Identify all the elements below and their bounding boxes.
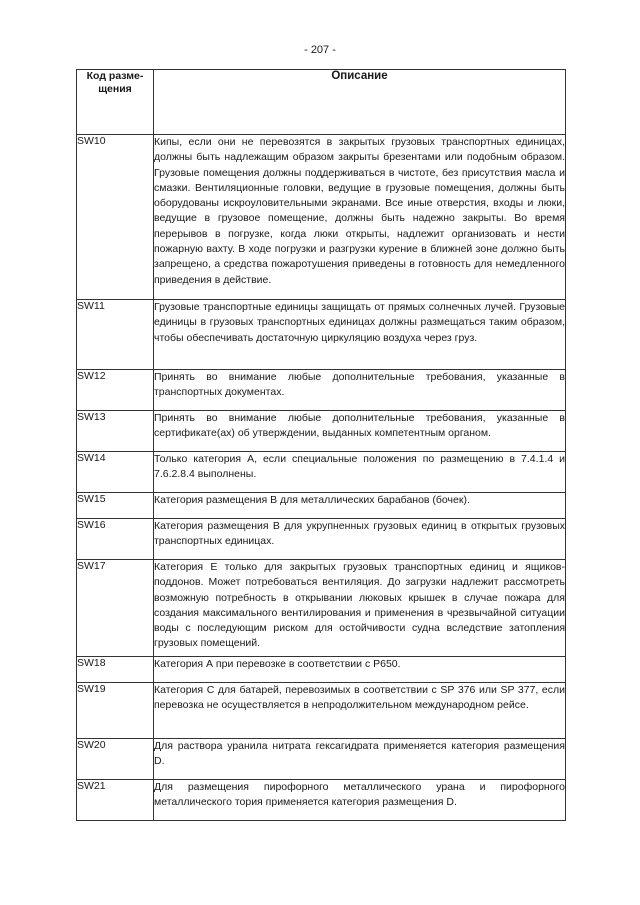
table-row [77,300,566,370]
header-code-label: Код разме- щения [86,70,144,95]
table-row [77,683,566,739]
row-description: Категория размещения В для металлических барабанов (бочек). [154,493,566,519]
row-code: SW12 [77,370,154,411]
row-code: SW10 [77,135,154,300]
table-row [77,657,566,683]
table-row [77,370,566,411]
row-description: Грузовые транспортные единицы защищать от прямых солнечных лучей. Грузовые единицы в грузовых транспортных единицах должны размещаться таким образом, чтобы обеспечивать достаточную циркуляцию воздуха через груз. [154,300,566,370]
table-row [77,135,566,300]
row-code: SW18 [77,657,154,683]
stowage-codes-table [76,69,566,821]
row-code: SW11 [77,300,154,370]
row-description: Только категория А, если специальные положения по размещению в 7.4.1.4 и 7.6.2.8.4 выполнены. [154,452,566,493]
row-description: Для раствора уранила нитрата гексагидрата применяется категория размещения D. [154,739,566,780]
table-row [77,739,566,780]
table-header-row [77,70,566,135]
table-row [77,780,566,821]
table-row [77,452,566,493]
table-row [77,560,566,657]
row-code: SW19 [77,683,154,739]
table-row [77,519,566,560]
table-row [77,411,566,452]
row-code: SW21 [77,780,154,821]
row-description: Категория Е только для закрытых грузовых транспортных единиц и ящиков-поддонов. Может потребоваться вентиляция. До загрузки надлежит рассмотреть возможную потребность в открывании люковых крышек в случае пожара для создания максимального вентилирования и применения в чрезвычайной ситуации воды с последующим риском для остойчивости судна вследствие затопления грузовых помещений. [154,560,566,657]
row-code: SW17 [77,560,154,657]
header-code [77,70,154,135]
page-number: - 207 - [304,44,336,56]
row-description: Принять во внимание любые дополнительные требования, указанные в сертификате(ах) об утверждении, выданных компетентным органом. [154,411,566,452]
row-description: Категория А при перевозке в соответствии с Р650. [154,657,566,683]
row-code: SW13 [77,411,154,452]
row-description: Принять во внимание любые дополнительные требования, указанные в транспортных документах. [154,370,566,411]
table-row [77,493,566,519]
row-code: SW20 [77,739,154,780]
row-description: Категория С для батарей, перевозимых в соответствии с SP 376 или SP 377, если перевозка не осуществляется в непродолжительном международном рейсе. [154,683,566,739]
header-description: Описание [154,70,566,135]
row-description: Категория размещения В для укрупненных грузовых единиц в открытых грузовых транспортных единицах. [154,519,566,560]
row-code: SW14 [77,452,154,493]
row-description: Кипы, если они не перевозятся в закрытых грузовых транспортных единицах, должны быть надлежащим образом закрыты брезентами или подобным образом. Грузовые помещения должны поддерживаться в чистоте, без присутствия масла и смазки. Вентиляционные головки, ведущие в грузовые помещения, должны быть оборудованы искроуловительными экранами. Все иные отверстия, входы и люки, ведущие в грузовое помещение, должны быть надежно закрыты. Во время перерывов в погрузке, когда люки открыты, надлежит организовать и нести пожарную вахту. В ходе погрузки и разгрузки курение в ближней зоне должно быть запрещено, а средства пожаротушения приведены в готовность для немедленного приведения в действие. [154,135,566,300]
row-code: SW15 [77,493,154,519]
row-code: SW16 [77,519,154,560]
row-description: Для размещения пирофорного металлического урана и пирофорного металлического тория применяется категория размещения D. [154,780,566,821]
